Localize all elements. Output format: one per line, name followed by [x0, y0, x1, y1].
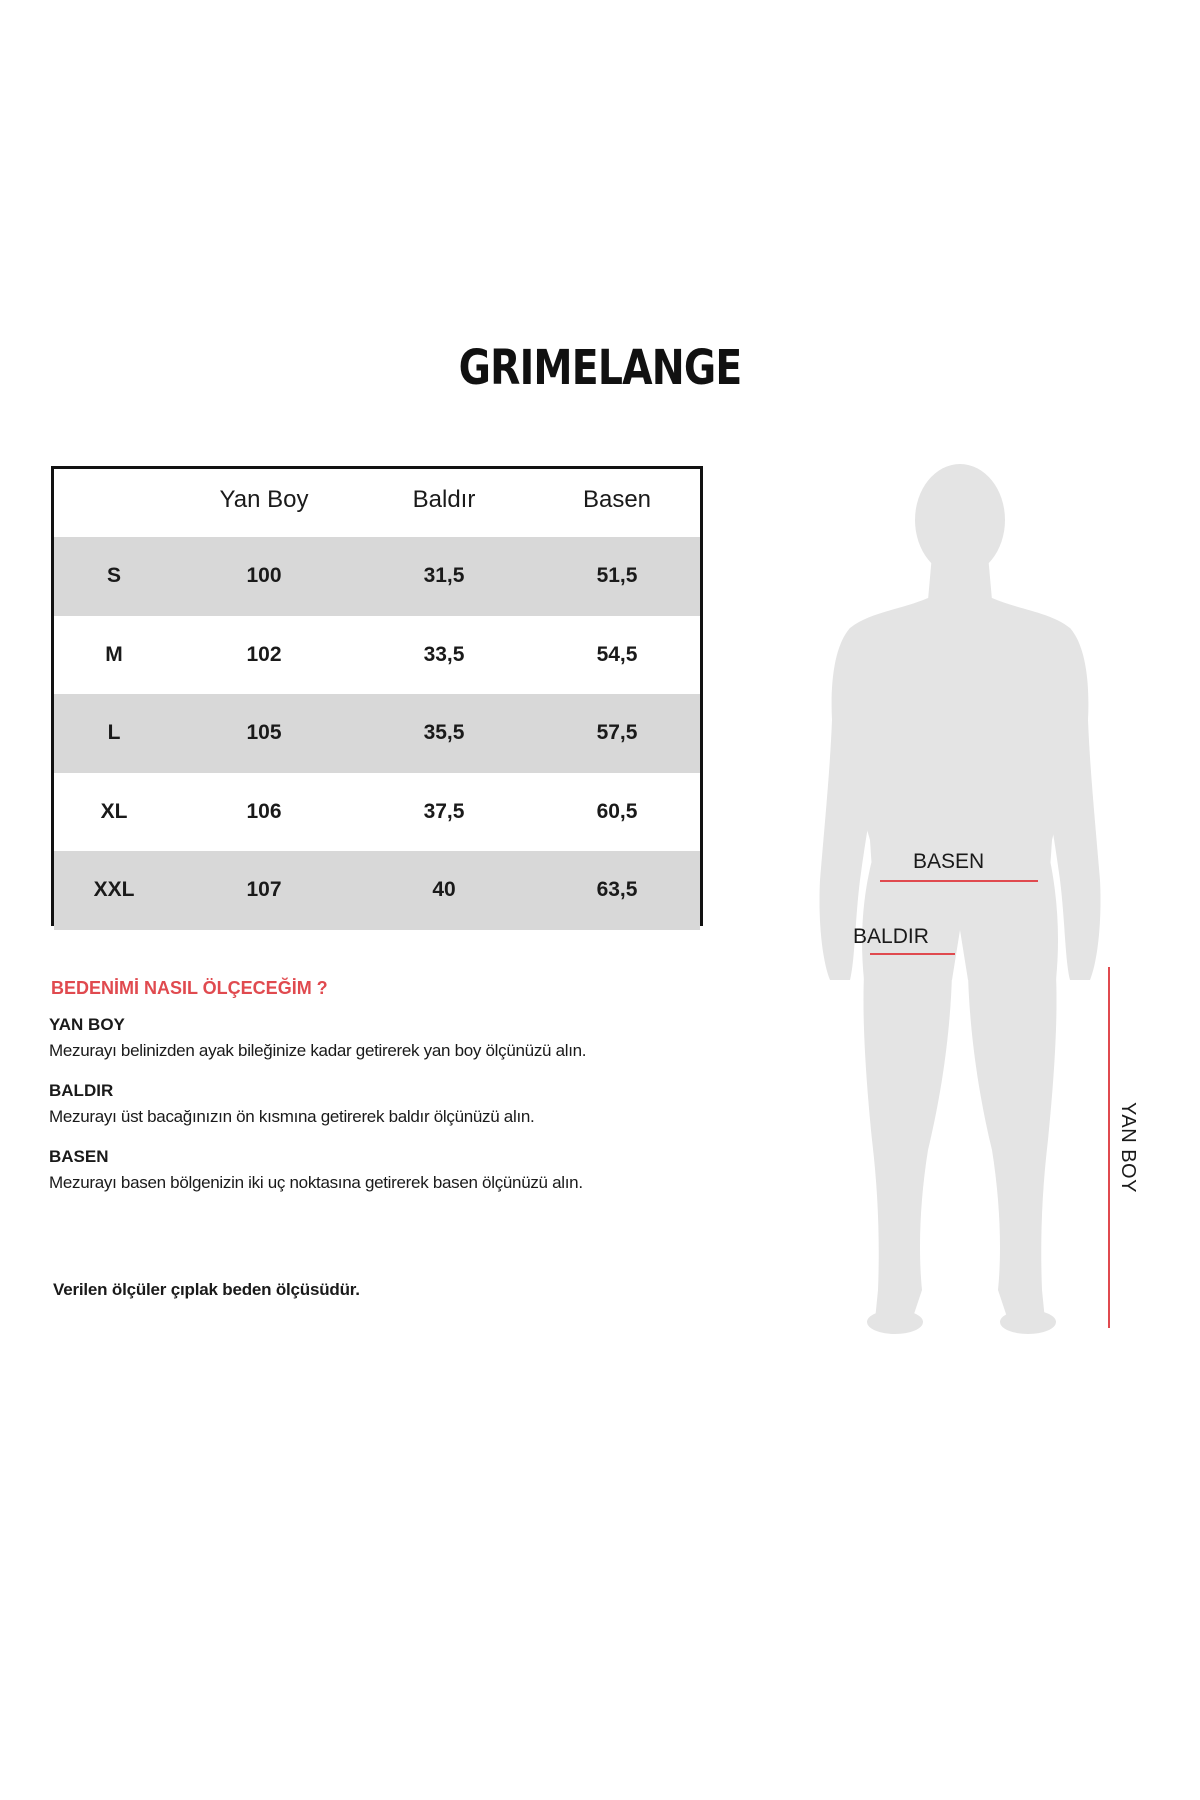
silhouette-right-foot: [1000, 1310, 1056, 1334]
size-cell: XL: [100, 799, 128, 823]
yanboy-cell: 106: [246, 799, 282, 823]
table-header-row: [54, 469, 700, 537]
guide-item-text: Mezurayı belinizden ayak bileğinize kadar getirerek yan boy ölçünüzü alın.: [49, 1041, 587, 1060]
silhouette-left-leg: [863, 975, 952, 1320]
silhouette-left-foot: [867, 1310, 923, 1334]
baldir-cell: 35,5: [423, 721, 465, 745]
guide-item-text: Mezurayı üst bacağınızın ön kısmına getirerek baldır ölçünüzü alın.: [49, 1107, 535, 1126]
silhouette-right-leg: [968, 975, 1057, 1320]
basen-cell: 51,5: [596, 564, 638, 588]
table-row: [54, 694, 700, 773]
guide-item-basen: [49, 1147, 729, 1193]
silhouette-hips: [862, 860, 1058, 980]
silhouette-neck: [928, 555, 992, 600]
guide-item-baldir: [49, 1081, 729, 1127]
body-silhouette: [800, 460, 1120, 1350]
header-cell: Basen: [582, 486, 652, 513]
yanboy-label: YAN BOY: [1117, 1102, 1139, 1193]
baldir-label: BALDIR: [853, 925, 929, 948]
yanboy-cell: 107: [246, 878, 282, 902]
table-row: [54, 773, 700, 852]
size-cell: M: [105, 642, 123, 666]
baldir-cell: 33,5: [423, 642, 465, 666]
guide-item-yanboy: [49, 1015, 729, 1061]
guide-item-title: YAN BOY: [49, 1015, 125, 1034]
baldir-cell: 37,5: [423, 799, 465, 823]
guide-item-title: BALDIR: [49, 1081, 114, 1100]
baldir-cell: 31,5: [423, 564, 465, 588]
header-cell: Yan Boy: [219, 486, 309, 513]
table-row: [54, 851, 700, 930]
basen-cell: 63,5: [596, 878, 638, 902]
guide-item-text: Mezurayı basen bölgenizin iki uç noktasına getirerek basen ölçünüzü alın.: [49, 1173, 583, 1192]
size-cell: L: [107, 721, 121, 745]
yanboy-cell: 105: [246, 721, 282, 745]
basen-cell: 57,5: [596, 721, 638, 745]
size-table: [51, 466, 703, 926]
size-cell: S: [106, 564, 121, 588]
basen-cell: 54,5: [596, 642, 638, 666]
basen-label: BASEN: [913, 850, 985, 873]
measurement-note: Verilen ölçüler çıplak beden ölçüsüdür.: [53, 1280, 360, 1299]
guide-item-title: BASEN: [49, 1147, 109, 1166]
brand-title: GRIMELANGE: [458, 340, 742, 396]
measurement-guide: [49, 978, 729, 1213]
size-cell: XXL: [93, 878, 135, 902]
table-row: [54, 616, 700, 695]
guide-title: BEDENİMİ NASIL ÖLÇECEĞİM ?: [51, 978, 328, 998]
table-row: [54, 537, 700, 616]
baldir-cell: 40: [432, 878, 456, 902]
header-cell: Baldır: [412, 486, 476, 513]
yanboy-cell: 100: [246, 564, 282, 588]
yanboy-cell: 102: [246, 642, 282, 666]
basen-cell: 60,5: [596, 799, 638, 823]
